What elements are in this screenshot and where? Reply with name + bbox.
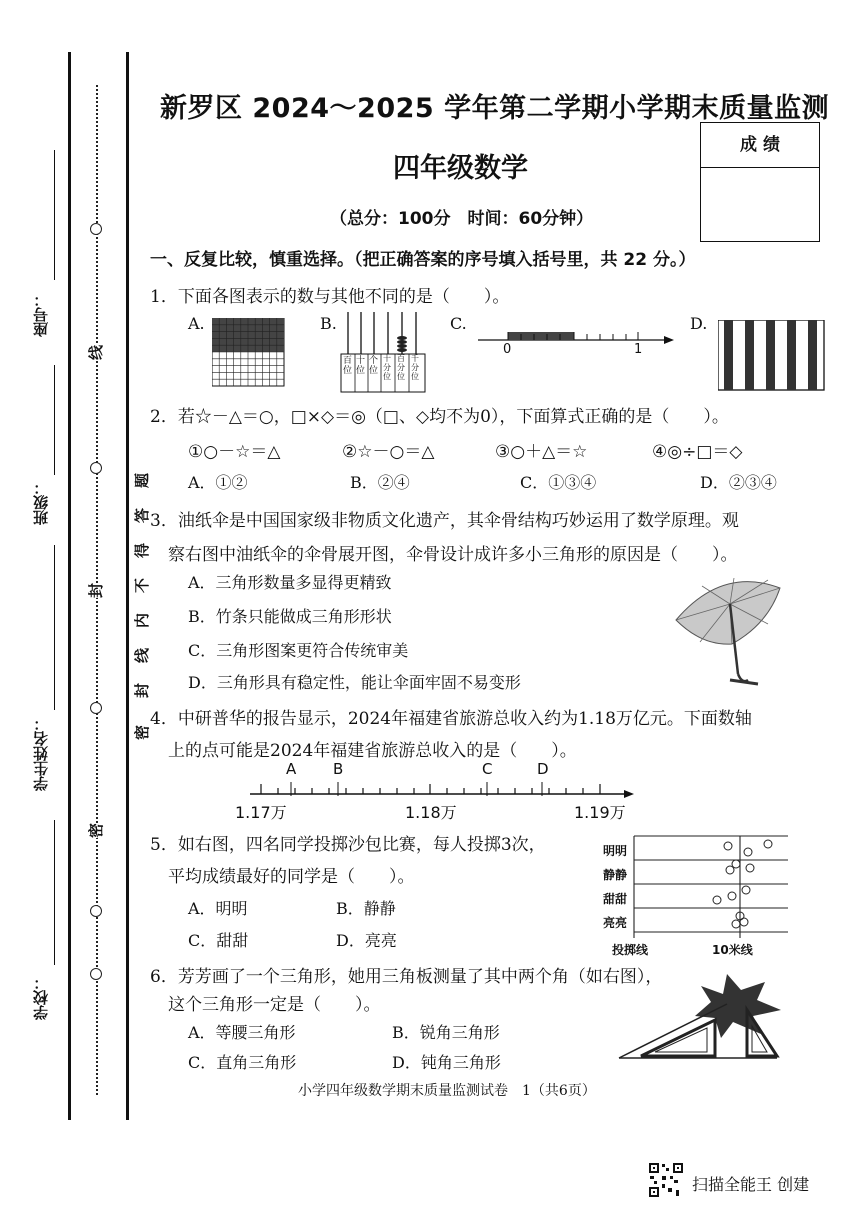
q4-tick-118: 1.18万	[405, 803, 457, 822]
q1-label-d: D.	[690, 314, 708, 333]
class-field[interactable]	[54, 365, 55, 475]
q2-option-d[interactable]: D．②③④	[700, 473, 777, 492]
page-footer: 小学四年级数学期末质量监测试卷 1（共6页）	[298, 1083, 596, 1099]
binding-line-outer	[68, 52, 71, 1120]
q2-text: 2．若☆－△＝○，□×◇＝◎（□、◇均不为0），下面算式正确的是（ ）。	[150, 407, 729, 427]
q5-name-jingjing: 静静	[603, 868, 628, 882]
score-box[interactable]	[700, 122, 820, 242]
q4-point-a: A	[286, 760, 297, 778]
school-label: 学校：	[32, 975, 50, 1020]
q1-figure-d-stripes	[718, 320, 826, 392]
q5-name-liangliang: 亮亮	[603, 916, 628, 930]
q5-10m-line-label: 10米线	[712, 943, 753, 957]
binding-hole	[90, 223, 102, 235]
scanner-watermark: 扫描全能王 创建	[692, 1175, 810, 1194]
q1-figure-b-abacus	[340, 312, 432, 394]
q4-point-b: B	[333, 760, 344, 778]
school-field[interactable]	[54, 820, 55, 965]
q6-text-line1: 6．芳芳画了一个三角形，她用三角板测量了其中两个角（如右图），	[150, 967, 663, 987]
q4-number-line	[240, 776, 640, 802]
binding-hole	[90, 905, 102, 917]
q3-text-line1: 3．油纸伞是中国国家级非物质文化遗产，其伞骨结构巧妙运用了数学原理。观	[150, 511, 739, 531]
q1-axis-one: 1	[634, 342, 643, 357]
q4-point-c: C	[482, 760, 493, 778]
binding-mi: 密	[87, 822, 106, 839]
q6-option-d[interactable]: D．钝角三角形	[392, 1053, 501, 1072]
q1-label-c: C.	[450, 314, 467, 333]
q4-tick-117: 1.17万	[235, 803, 287, 822]
q2-option-b[interactable]: B．②④	[350, 473, 410, 492]
q2-expr-3: ③○＋△＝☆	[495, 442, 588, 462]
q2-expr-2: ②☆－○＝△	[342, 442, 435, 462]
exam-subtitle: 四年级数学	[393, 153, 528, 184]
q3-option-d[interactable]: D．三角形具有稳定性，能让伞面牢固不易变形	[188, 673, 521, 692]
q5-text-line2: 平均成绩最好的同学是（ ）。	[168, 867, 415, 887]
q2-option-a[interactable]: A．①②	[188, 473, 248, 492]
qr-code-icon	[648, 1162, 684, 1198]
q2-option-c[interactable]: C．①③④	[520, 473, 597, 492]
q4-tick-119: 1.19万	[574, 803, 626, 822]
exam-title: 新罗区 2024～2025 学年第二学期小学期末质量监测	[160, 93, 830, 124]
q3-option-a[interactable]: A．三角形数量多显得更精致	[188, 573, 392, 592]
binding-line-inner	[126, 52, 129, 1120]
binding-hole	[90, 702, 102, 714]
q5-option-c[interactable]: C．甜甜	[188, 931, 249, 950]
q5-name-mingming: 明明	[603, 844, 628, 858]
q1-figure-a-grid	[212, 318, 286, 388]
binding-hole	[90, 968, 102, 980]
q5-throw-chart	[600, 834, 790, 944]
q4-point-d: D	[537, 760, 549, 778]
score-label: 成 绩	[701, 123, 819, 168]
seat-label: 座号：	[32, 292, 50, 337]
class-label: 班级：	[32, 480, 50, 525]
q6-option-c[interactable]: C．直角三角形	[188, 1053, 297, 1072]
student-name-label: 学生姓名：	[32, 716, 50, 791]
q2-expr-4: ④◎÷□＝◇	[652, 442, 743, 462]
umbrella-icon	[672, 572, 784, 690]
q5-text-line1: 5．如右图，四名同学投掷沙包比赛，每人投掷3次，	[150, 835, 546, 855]
binding-hole	[90, 462, 102, 474]
q1-text: 1．下面各图表示的数与其他不同的是（ ）。	[150, 287, 510, 307]
q3-option-b[interactable]: B．竹条只能做成三角形形状	[188, 607, 392, 626]
binding-feng: 封	[87, 582, 106, 599]
q6-triangle-figure	[615, 970, 785, 1066]
q5-option-b[interactable]: B．静静	[336, 899, 396, 918]
seat-field[interactable]	[54, 150, 55, 280]
q5-throw-line-label: 投掷线	[612, 943, 649, 957]
q6-option-b[interactable]: B．锐角三角形	[392, 1023, 500, 1042]
q3-option-c[interactable]: C．三角形图案更符合传统审美	[188, 641, 409, 660]
q4-text-line1: 4．中研普华的报告显示，2024年福建省旅游总收入约为1.18万亿元。下面数轴	[150, 709, 752, 729]
section-heading: 一、反复比较，慎重选择。（把正确答案的序号填入括号里，共 22 分。）	[150, 250, 696, 270]
binding-xian: 线	[87, 344, 106, 361]
q6-option-a[interactable]: A．等腰三角形	[188, 1023, 296, 1042]
q1-label-a: A.	[188, 314, 205, 333]
q4-text-line2: 上的点可能是2024年福建省旅游总收入的是（ ）。	[168, 741, 577, 761]
q5-option-a[interactable]: A．明明	[188, 899, 248, 918]
q1-label-b: B.	[320, 314, 337, 333]
q2-expr-1: ①○－☆＝△	[188, 442, 281, 462]
exam-info: （总分：100分 时间：60分钟）	[330, 209, 594, 229]
q5-name-tiantian: 甜甜	[603, 892, 628, 906]
q3-text-line2: 察右图中油纸伞的伞骨展开图，伞骨设计成许多小三角形的原因是（ ）。	[168, 545, 738, 565]
student-name-field[interactable]	[54, 545, 55, 710]
q1-axis-zero: 0	[503, 342, 512, 357]
q5-option-d[interactable]: D．亮亮	[336, 931, 397, 950]
q6-text-line2: 这个三角形一定是（ ）。	[168, 995, 381, 1015]
